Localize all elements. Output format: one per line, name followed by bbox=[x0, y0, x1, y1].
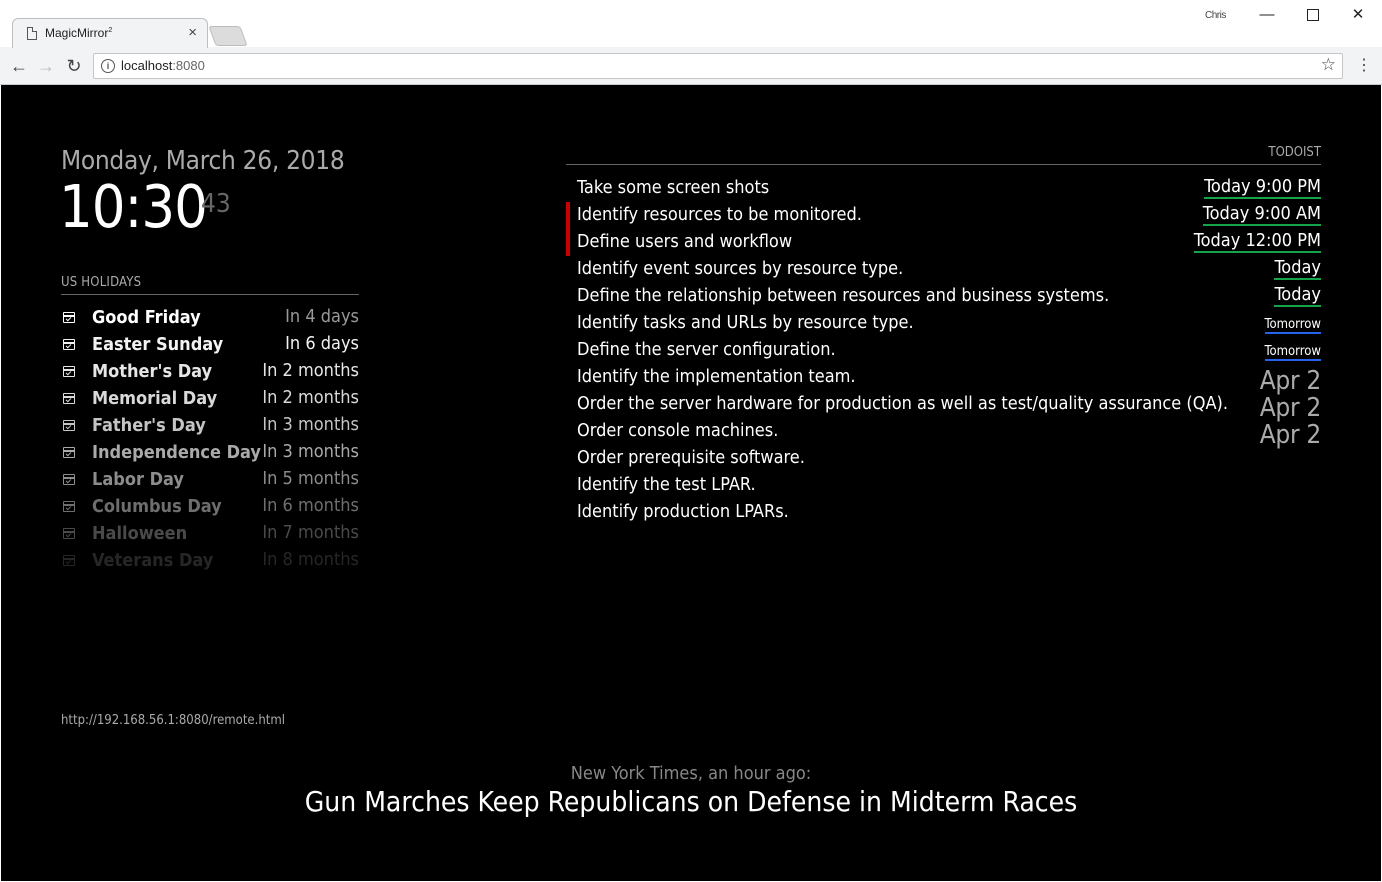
holiday-name: Easter Sunday bbox=[92, 334, 224, 355]
todo-task: Define the relationship between resources and business systems. bbox=[577, 285, 1110, 306]
holiday-row bbox=[61, 386, 359, 413]
todo-task: Take some screen shots bbox=[577, 177, 770, 198]
page-icon bbox=[27, 27, 37, 40]
holiday-row bbox=[61, 494, 359, 521]
todo-due: Apr 2 bbox=[1259, 366, 1321, 396]
forward-button[interactable]: → bbox=[37, 56, 55, 76]
todo-due: Tomorrow bbox=[1264, 344, 1321, 359]
todo-item bbox=[566, 445, 1321, 472]
navigation-bar bbox=[0, 48, 1382, 84]
holidays-header: US HOLIDAYS bbox=[61, 275, 359, 295]
priority-bar bbox=[566, 202, 570, 229]
todo-item bbox=[566, 337, 1321, 364]
holiday-name: Mother's Day bbox=[92, 361, 213, 382]
todo-task: Define users and workflow bbox=[577, 231, 793, 252]
todo-item bbox=[566, 418, 1321, 450]
clock-date: Monday, March 26, 2018 bbox=[61, 146, 345, 176]
holidays-list bbox=[61, 305, 359, 575]
todo-due: Today 12:00 PM bbox=[1193, 230, 1321, 251]
address-bar[interactable] bbox=[93, 53, 1343, 79]
todo-task: Identify production LPARs. bbox=[577, 501, 789, 522]
calendar-icon bbox=[63, 555, 75, 566]
holiday-when: In 6 months bbox=[262, 495, 359, 516]
holiday-row bbox=[61, 305, 359, 332]
clock-time: 10:30 bbox=[59, 172, 207, 241]
menu-icon[interactable]: ⋮ bbox=[1356, 57, 1372, 74]
holiday-name: Independence Day bbox=[92, 442, 261, 463]
holiday-when: In 5 months bbox=[262, 468, 359, 489]
tab-title: MagicMirror$^2$ bbox=[45, 26, 113, 40]
window-close-button[interactable]: ✕ bbox=[1351, 6, 1365, 23]
holiday-row bbox=[61, 332, 359, 359]
info-icon[interactable]: i bbox=[101, 59, 115, 73]
clock-seconds: 43 bbox=[201, 189, 231, 219]
todo-task: Order prerequisite software. bbox=[577, 447, 805, 468]
todo-item bbox=[566, 229, 1321, 256]
todo-item bbox=[566, 364, 1321, 396]
todo-due: Today 9:00 PM bbox=[1204, 176, 1321, 197]
news-source: New York Times, an hour ago: bbox=[570, 763, 812, 784]
todo-task: Identify tasks and URLs by resource type. bbox=[577, 312, 914, 333]
back-button[interactable]: ← bbox=[10, 56, 28, 76]
todo-due: Tomorrow bbox=[1264, 317, 1321, 332]
todo-item bbox=[566, 310, 1321, 337]
holiday-row bbox=[61, 413, 359, 440]
todo-task: Identify event sources by resource type. bbox=[577, 258, 904, 279]
calendar-icon bbox=[63, 420, 75, 431]
bookmark-star-icon[interactable]: ☆ bbox=[1320, 55, 1336, 74]
holiday-when: In 3 months bbox=[262, 414, 359, 435]
maximize-button[interactable] bbox=[1298, 4, 1328, 26]
holiday-when: In 8 months bbox=[262, 549, 359, 570]
calendar-icon bbox=[63, 312, 75, 323]
calendar-icon bbox=[63, 501, 75, 512]
todo-item bbox=[566, 283, 1321, 310]
holiday-row bbox=[61, 467, 359, 494]
todo-due: Today bbox=[1274, 284, 1321, 305]
browser-tab[interactable] bbox=[12, 18, 208, 48]
new-tab-button[interactable] bbox=[208, 26, 247, 46]
holiday-row bbox=[61, 440, 359, 467]
holiday-name: Memorial Day bbox=[92, 388, 218, 409]
todo-task: Order the server hardware for production as well as test/quality assurance (QA). bbox=[577, 393, 1229, 414]
profile-name[interactable]: Chris bbox=[1205, 10, 1226, 21]
holiday-name: Good Friday bbox=[92, 307, 201, 328]
holiday-when: In 3 months bbox=[262, 441, 359, 462]
todo-item bbox=[566, 202, 1321, 229]
calendar-icon bbox=[63, 393, 75, 404]
todo-item bbox=[566, 472, 1321, 499]
holiday-row bbox=[61, 359, 359, 386]
calendar-icon bbox=[63, 528, 75, 539]
todo-due: Apr 2 bbox=[1259, 393, 1321, 423]
todo-due: Today 9:00 AM bbox=[1202, 203, 1321, 224]
holiday-when: In 2 months bbox=[262, 387, 359, 408]
holiday-when: In 2 months bbox=[262, 360, 359, 381]
todo-item bbox=[566, 499, 1321, 526]
holiday-name: Father's Day bbox=[92, 415, 206, 436]
holiday-when: In 7 months bbox=[262, 522, 359, 543]
todo-item bbox=[566, 256, 1321, 283]
todo-due: Today bbox=[1274, 257, 1321, 278]
todo-list bbox=[566, 175, 1321, 526]
todo-task: Define the server configuration. bbox=[577, 339, 836, 360]
holiday-name: Columbus Day bbox=[92, 496, 222, 517]
remote-url: http://192.168.56.1:8080/remote.html bbox=[61, 713, 285, 728]
calendar-icon bbox=[63, 447, 75, 458]
holiday-when: In 4 days bbox=[285, 306, 359, 327]
todo-task: Identify the test LPAR. bbox=[577, 474, 756, 495]
mirror-page bbox=[1, 85, 1381, 881]
holiday-name: Veterans Day bbox=[92, 550, 214, 571]
news-headline: Gun Marches Keep Republicans on Defense in Midterm Races bbox=[304, 785, 1078, 818]
todo-item bbox=[566, 175, 1321, 202]
holiday-row bbox=[61, 548, 359, 575]
title-bar bbox=[0, 0, 1382, 47]
url-text[interactable]: localhost:8080 bbox=[121, 58, 205, 73]
todo-task: Identify resources to be monitored. bbox=[577, 204, 862, 225]
priority-bar bbox=[566, 229, 570, 256]
todo-task: Order console machines. bbox=[577, 420, 779, 441]
todo-due: Apr 2 bbox=[1259, 420, 1321, 450]
reload-button[interactable]: ↻ bbox=[66, 56, 82, 76]
browser-chrome bbox=[0, 0, 1382, 85]
holiday-when: In 6 days bbox=[285, 333, 359, 354]
holiday-name: Labor Day bbox=[92, 469, 184, 490]
calendar-icon bbox=[63, 339, 75, 350]
holiday-name: Halloween bbox=[92, 523, 188, 544]
calendar-icon bbox=[63, 366, 75, 377]
close-tab-icon[interactable]: × bbox=[188, 24, 197, 41]
holiday-row bbox=[61, 521, 359, 548]
minimize-button[interactable]: — bbox=[1259, 6, 1275, 23]
todo-item bbox=[566, 391, 1321, 423]
todo-task: Identify the implementation team. bbox=[577, 366, 856, 387]
todoist-header: TODOIST bbox=[566, 145, 1321, 165]
calendar-icon bbox=[63, 474, 75, 485]
